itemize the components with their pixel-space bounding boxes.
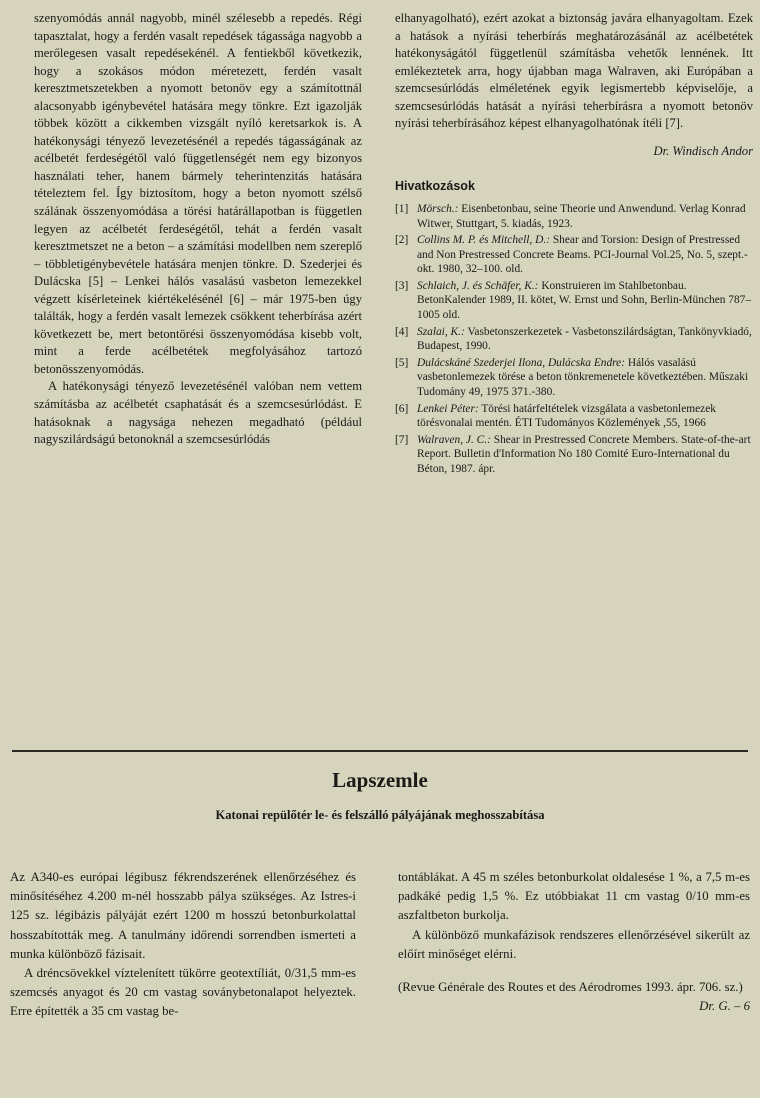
- references-list: [395, 202, 753, 477]
- source-citation: (Revue Générale des Routes et des Aérodromes 1993. ápr. 706. sz.): [398, 980, 743, 995]
- left-column-top: [34, 10, 362, 449]
- reference-item: [395, 202, 753, 231]
- reference-author: Dulácskáné Szederjei Ilona, Dulácska Endre:: [417, 356, 626, 369]
- reference-text: Hálós vasalású vasbetonlemezek törése a beton tönkremenetele következtében. Műszaki Tudomány 49, 1975 371.-380.: [417, 356, 749, 399]
- reference-author: Walraven, J. C.:: [417, 433, 491, 446]
- reference-item: [395, 233, 753, 277]
- reference-item: [395, 325, 753, 354]
- reference-number: [7]: [395, 433, 409, 446]
- reference-item: [395, 402, 753, 431]
- body-paragraph: A különböző munkafázisok rendszeres ellenőrzésével sikerült az előírt minőséget elérni.: [398, 927, 750, 961]
- left-column-bottom: [10, 868, 356, 1022]
- reference-author: Lenkei Péter:: [417, 402, 479, 415]
- review-signature: Dr. G. – 6: [699, 999, 750, 1014]
- body-paragraph: szenyomódás annál nagyobb, minél szélesebb a repedés. Régi tapasztalat, hogy a ferdén vasalt repedések tágassága nagyobb a merőlegesen vasalt repedésekénél. A fentiekből következik, hogy a szokásos módon méretezett, ferdén vasalt keresztmetszetekben a nyomott betonöv egy a számítottnál alacsonyabb igénybevétel hatására megy tönkre. Ezt igazolják többek között a cikkemben vizsgált nyíló keretsarkok is. A hatékonysági tényező levezetésénél a repedés tágasságának az acélbetét ferdeségétől való függetlenségét nem egy bizonyos használati teher, hanem bármely teherintenzitás hatására tételeztem fel. Így biztosítom, hogy a beton nyomott szélső szálának összenyomódása a törési határállapotban is független legyen az acélbetét ferdeségétől, tehát a ferdén vasalt keresztmetszet ne a beton – a számítási modellben nem szereplő – többletigénybevétele hatására menjen tönkre. D. Szederjei és Dulácska [5] – Lenkei hálós vasalású vasbeton lemezekkel végzett kísérleteinek kiértékelésénél [6] – már 1975-ben úgy találták, hogy a ferdén vasalt lemezek csökkent teherbírása azért következett be, mert betontörési összenyomódása kisebb volt, mint a ferde acélbetétek megfolyásához tartozó betonösszenyomódás.: [34, 11, 362, 376]
- reference-item: [395, 433, 753, 477]
- section-title: Lapszemle: [332, 768, 428, 792]
- references-heading: Hivatkozások: [395, 179, 475, 194]
- body-paragraph: elhanyagolható), ezért azokat a biztonság javára elhanyagoltam. Ezek a hatások a nyírási teherbírás meghatározásánál az acélbetétek hatékonyságától függetlenül számításba vehetők lennének. Itt emlékeztetek arra, hogy újabban maga Walraven, aki Európában a szemcsesúrlódás elméletének egyik legismertebb képviselője, a szemcsesúrlódás hatását a nyírási teherbírásra a nyomott betonöv nyírási teherbírásához képest elhanyagolhatónak ítéli [7].: [395, 11, 753, 131]
- reference-text: Törési határfeltételek vizsgálata a vasbetonlemezek törésvonalai mentén. ÉTI Tudományos Közlemények ,55, 1966: [417, 402, 716, 430]
- reference-number: [2]: [395, 234, 409, 247]
- reference-text: Vasbetonszerkezetek - Vasbetonszilárdságtan, Tankönyvkiadó, Budapest, 1990.: [417, 325, 752, 353]
- reference-number: [3]: [395, 279, 409, 292]
- reference-item: [395, 356, 753, 400]
- reference-item: [395, 279, 753, 323]
- right-column-top: [395, 10, 753, 479]
- reference-text: Konstruieren im Stahlbetonbau. BetonKalender 1989, II. kötet, W. Ernst und Sohn, Berlin-München 787–1005 old.: [417, 279, 752, 322]
- body-paragraph: Az A340-es európai légibusz fékrendszerének ellenőrzéséhez és minősítéséhez 4.200 m-nél hosszabb pálya szükséges. Az Istres-i 125 sz. légibázis pályáját ezért 1200 m hosszú betonburkolattal hosszabították meg. A tanulmány időrendi sorrendben ismerteti a munka különböző fázisait.: [10, 870, 356, 961]
- section-divider: [12, 750, 748, 752]
- body-paragraph: A hatékonysági tényező levezetésénél valóban nem vettem számításba az acélbetét csaphatását és a szemcsesúrlódást. E hatásoknak a nagysága nehezen megadható (például nagyszilárdságú betonoknál a szemcsesúrlódás: [34, 379, 362, 447]
- reference-author: Mörsch.:: [417, 202, 459, 215]
- reference-text: Eisenbetonbau, seine Theorie und Anwendund. Verlag Konrad Witwer, Stuttgart, 5. kiadás, 1923.: [417, 202, 746, 230]
- reference-number: [1]: [395, 202, 409, 215]
- reference-text: Shear in Prestressed Concrete Members. State-of-the-art Report. Bulletin d'Information No 180 Comité Euro-International du Béton, 1987. ápr.: [417, 433, 751, 476]
- author-signature: Dr. Windisch Andor: [653, 143, 753, 158]
- right-column-bottom: [398, 868, 750, 1016]
- reference-text: Shear and Torsion: Design of Prestressed and Non Prestressed Concrete Beams. PCI-Journal Vol.25, No. 5, szept.- okt. 1980, 32–100. old.: [417, 234, 748, 276]
- body-paragraph: A dréncsövekkel víztelenített tükörre geotextíliát, 0/31,5 mm-es szemcsés anyagot és 20 cm vastag soványbetonalapot helyeztek. Erre építették a 35 cm vastag be-: [10, 966, 356, 1019]
- body-paragraph: tontáblákat. A 45 m széles betonburkolat oldalesése 1 %, a 7,5 m-es padkáké pedig 1,5 %. Ez utóbbiakat 11 cm vastag 0/10 mm-es aszfaltbeton burkolja.: [398, 870, 750, 923]
- reference-author: Collins M. P. és Mitchell, D.:: [417, 234, 550, 247]
- reference-number: [4]: [395, 325, 409, 338]
- reference-author: Szalai, K.:: [417, 325, 465, 338]
- reference-number: [6]: [395, 402, 409, 415]
- reference-number: [5]: [395, 356, 409, 369]
- article-title: Katonai repülőtér le- és felszálló pályájának meghosszabítása: [215, 808, 545, 822]
- reference-author: Schlaich, J. és Schäfer, K.:: [417, 279, 539, 292]
